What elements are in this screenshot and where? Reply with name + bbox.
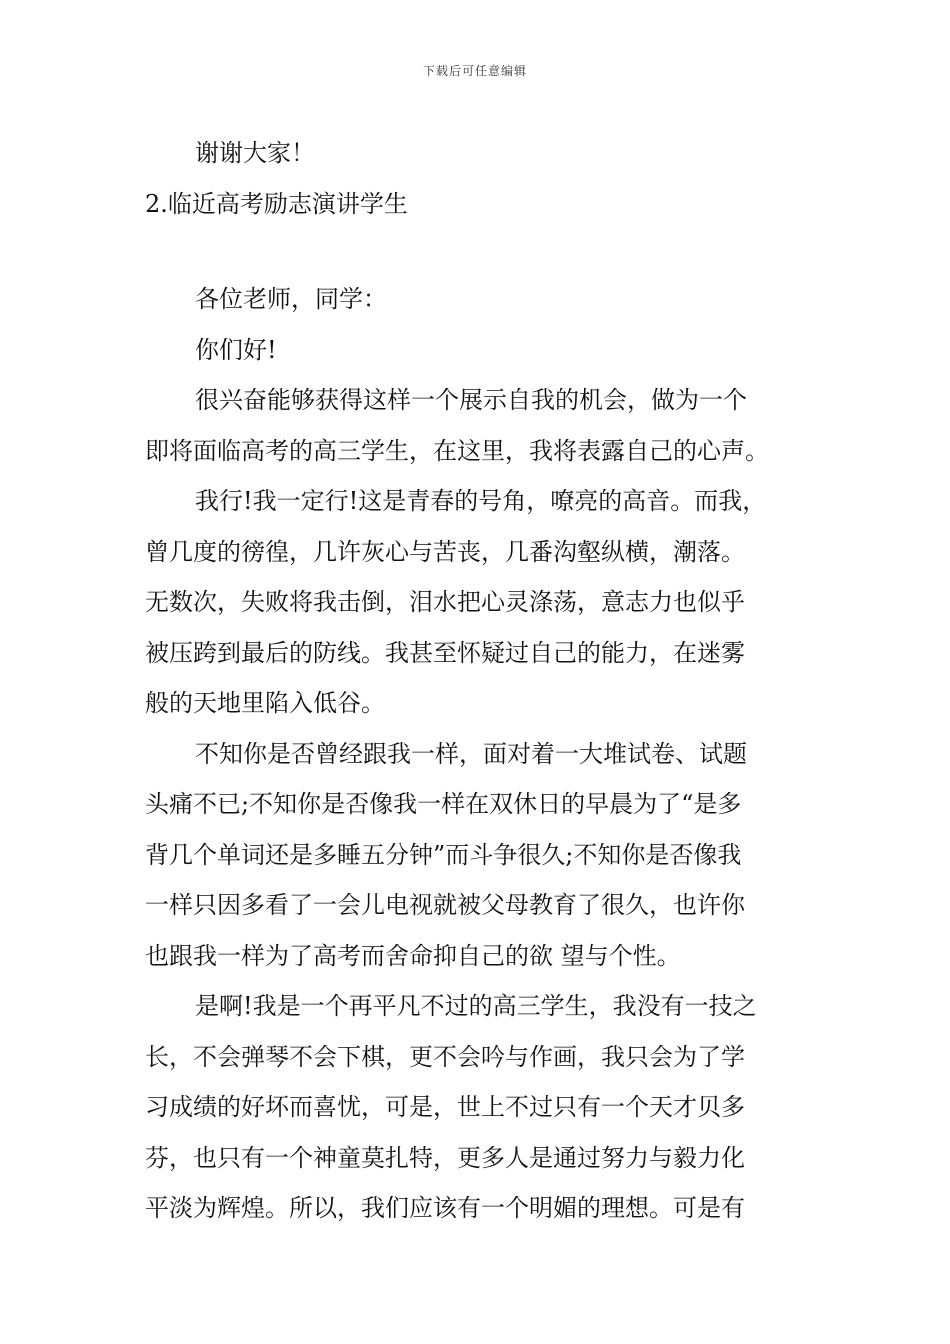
- paragraph-line: 即将面临高考的高三学生，在这里，我将表露自己的心声。: [145, 436, 769, 465]
- paragraph-line: 曾几度的徬徨，几许灰心与苦丧，几番沟壑纵横，潮落。: [145, 537, 745, 566]
- paragraph-line: 习成绩的好坏而喜忧，可是，世上不过只有一个天才贝多: [145, 1093, 745, 1121]
- paragraph-line: 芬，也只有一个神童莫扎特，更多人是通过努力与毅力化: [145, 1143, 745, 1172]
- paragraph-2: [145, 476, 810, 729]
- salutation: 各位老师，同学：: [195, 285, 387, 313]
- paragraph-line: 平淡为辉煌。所以，我们应该有一个明媚的理想。可是有: [145, 1194, 745, 1222]
- paragraph-line: 不知你是否曾经跟我一样，面对着一大堆试卷、试题: [195, 739, 747, 768]
- paragraph-line: 般的天地里陷入低谷。: [145, 689, 385, 717]
- document-body: [145, 128, 810, 1234]
- hello-line: 你们好!: [195, 335, 277, 364]
- closing-thanks: 谢谢大家！: [195, 139, 315, 167]
- paragraph-line: 很兴奋能够获得这样一个展示自我的机会，做为一个: [195, 386, 747, 414]
- paragraph-line: 一样只因多看了一会儿电视就被父母教育了很久，也许你: [145, 891, 745, 919]
- paragraph-line: 头痛不已;不知你是否像我一样在双休日的早晨为了“是多: [145, 790, 742, 818]
- blank-gap: [145, 229, 810, 274]
- page-header: 下载后可任意编辑: [422, 64, 527, 78]
- paragraph-3: [145, 729, 810, 982]
- paragraph-line: 被压跨到最后的防线。我甚至怀疑过自己的能力，在迷雾: [145, 638, 745, 667]
- section-title: 2.临近高考励志演讲学生: [145, 189, 408, 218]
- paragraph-line: 长，不会弹琴不会下棋，更不会吟与作画，我只会为了学: [145, 1042, 745, 1071]
- paragraph-line: 无数次，失败将我击倒，泪水把心灵涤荡，意志力也似乎: [145, 588, 745, 616]
- paragraph-line: 也跟我一样为了高考而舍命抑自己的欲 望与个性。: [145, 941, 681, 970]
- paragraph-line: 是啊!我是一个再平凡不过的高三学生，我没有一技之: [195, 992, 757, 1020]
- paragraph-1: [145, 375, 810, 476]
- paragraph-line: 我行!我一定行!这是青春的号角，嘹亮的高音。而我，: [195, 487, 767, 515]
- paragraph-line: 背几个单词还是多睡五分钟”而斗争很久;不知你是否像我: [145, 840, 742, 869]
- paragraph-4: [145, 981, 810, 1234]
